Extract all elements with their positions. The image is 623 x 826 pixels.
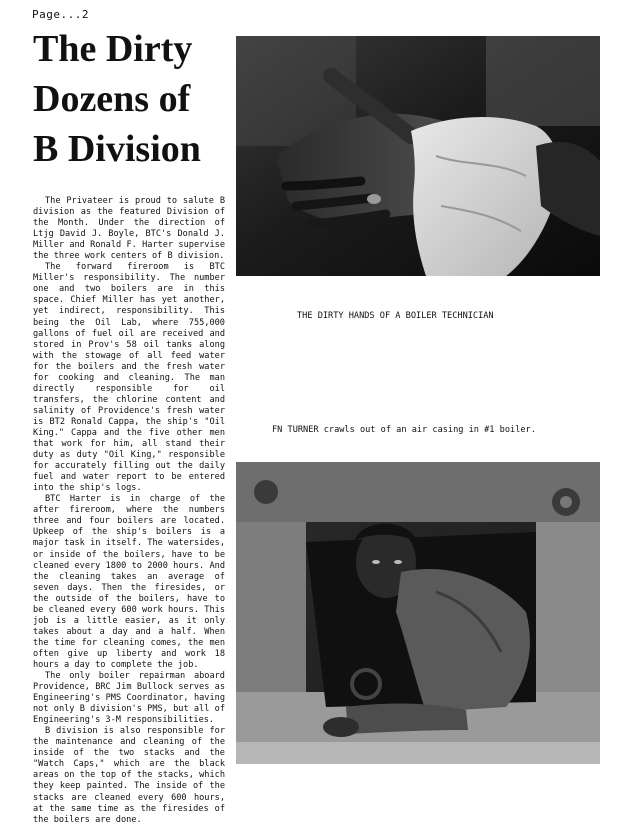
article-body [33,196,225,826]
article-title [33,24,233,174]
boiler-air-casing-photo [236,462,600,764]
hands-photo-caption: THE DIRTY HANDS OF A BOILER TECHNICIAN [297,311,494,321]
boiler-technician-hands-photo [236,36,600,276]
boiler-photo-caption: FN TURNER crawls out of an air casing in #1 boiler. [272,425,536,435]
article-paragraph: The forward fireroom is BTC Miller's responsibility. The number one and two boilers are in this space. Chief Miller has yet another, yet indirect, responsibility. This being the Oil Lab, where 755,000 gallons of fuel oil are received and stored in Prov's 58 oil tanks along with the stowage of all feed water for the boilers and the fresh water for cooking and cleaning. The man directly responsible for oil transfers, the chlorine content and salinity of Providence's fresh water is BT2 Ronald Cappa, the ship's "Oil King." Cappa and the five other men that work for him, all stand their duty as duty "Oil King," responsible for accurately filling out the daily fuel and water report to be entered into the ship's logs. [33,262,225,494]
title-line: Dozens of [33,78,191,120]
page-number: Page...2 [32,8,89,21]
article-paragraph: The Privateer is proud to salute B division as the featured Division of the Month. Under the direction of Ltjg David J. Boyle, BTC's Donald J. Miller and Ronald F. Harter supervise the three work centers of B division. [33,196,225,262]
title-line: The Dirty [33,28,193,70]
article-paragraph: The only boiler repairman aboard Providence, BRC Jim Bullock serves as Engineering's PMS Coordinator, having not only B division's PMS, but all of Engineering's 3-M responsibilities. [33,671,225,726]
article-paragraph: B division is also responsible for the maintenance and cleaning of the inside of the two stacks and the "Watch Caps," which are the black areas on the top of the stacks, which they keep painted. The inside of the stacks are cleaned every 600 hours, at the same time as the firesides of the boilers are done. [33,726,225,825]
title-line: B Division [33,128,201,170]
article-paragraph: BTC Harter is in charge of the after fireroom, where the numbers three and four boilers are located. Upkeep of the ship's boilers is a major task in itself. The watersides, or inside of the boilers, have to be cleaned every 1800 to 2000 hours. And the cleaning takes an average of seven days. Then the firesides, or the outside of the boilers, have to be cleaned every 600 work hours. This job is a little easier, as it only takes about a day and a half. When the time for cleaning comes, the men often give up liberty and work 18 hours a day to complete the job. [33,494,225,670]
